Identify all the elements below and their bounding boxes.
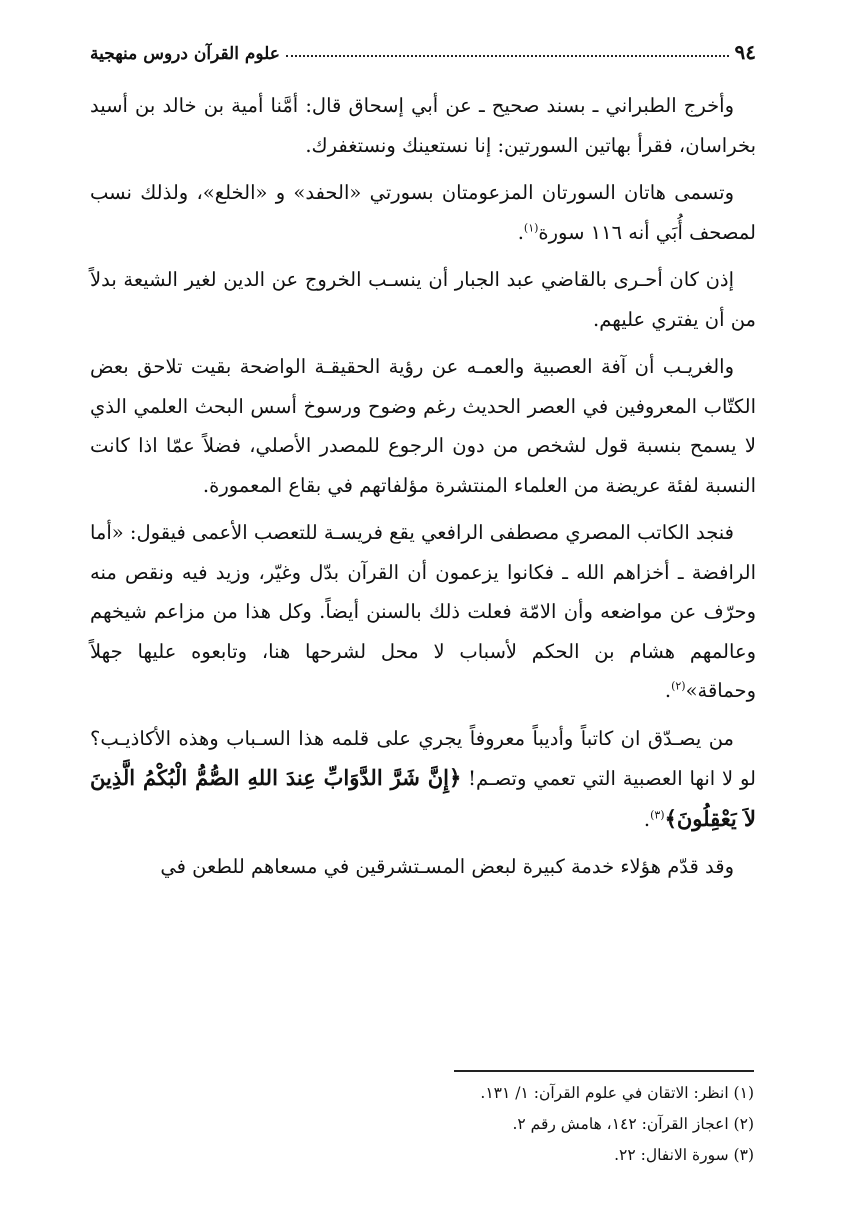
footnote-ref-1[interactable]: (١) (523, 221, 539, 234)
paragraph-2-end: . (517, 220, 524, 244)
paragraph-7: وقد قدّم هؤلاء خدمة كبيرة لبعض المسـتشرقين في مسعاهم للطعن في (160, 855, 734, 878)
paragraph-5 (90, 513, 756, 711)
paragraph-6-text: من يصـدّق ان كاتباً وأديباً معروفاً يجري على قلمه هذا السـباب وهذه الأكاذيـب؟ لو لا انها العصبية التي تعمي وتصـم! (90, 726, 756, 790)
paragraph-1: وأخرج الطبراني ـ بسند صحيح ـ عن أبي إسحاق قال: أمَّنا أمية بن خالد بن أسيد بخراسان، فقرأ بهاتين السورتين: إنا نستعينك ونستغفرك. (90, 94, 756, 157)
paragraph-5-text: فنجد الكاتب المصري مصطفى الرافعي يقع فريسـة للتعصب الأعمى فيقول: «أما الرافضة ـ أخزاهم الله ـ فكانوا يزعمون أن القرآن بدّل وغيّر، وزيد فيه ونقص منه وحرّف عن مواضعه وأن الامّة فعلت ذلك بالسنن أيضاً. وكل هذا من مزاعم شيخهم وعالمهم هشام بن الحكم لأسباب لا محل لشرحها هنا، وتابعوه عليها جهلاً وحماقة» (89, 521, 756, 702)
paragraph-4: والغريـب أن آفة العصبية والعمـه عن رؤية الحقيقـة الواضحة بقيت تلاحق بعض الكتّاب المعروفين في العصر الحديث رغم وضوح ورسوخ أسس البحث العلمي الذي لا يسمح بنسبة قول لشخص من دون الرجوع للمصدر الأصلي، فضلاً عمّا اذا كانت النسبة لفئة عريضة من العلماء المنتشرة مؤلفاتهم في بقاع المعمورة. (90, 355, 756, 497)
main-text (90, 86, 756, 895)
paragraph-2 (90, 173, 756, 252)
book-title: علوم القرآن دروس منهجية (90, 44, 280, 64)
footnote-ref-3[interactable]: (٣) (650, 808, 665, 821)
header-leader-dots (286, 55, 729, 57)
paragraph-3: إذن كان أحـرى بالقاضي عبد الجبار أن ينسـب الخروج عن الدين لغير الشيعة بدلاً من أن يفتري عليهم. (90, 268, 756, 331)
footnote-3: (٣) سورة الانفال: ٢٢. (614, 1146, 754, 1164)
paragraph-2-text: وتسمى هاتان السورتان المزعومتان بسورتي «الحفد» و «الخلع»، ولذلك نسب لمصحف أُبَي أنه ١١٦ سورة (90, 181, 756, 244)
quran-verse: ﴿إِنَّ شَرَّ الدَّوَابِّ عِندَ اللهِ الصُّمُّ الْبُكْمُ الَّذِينَ لاَ يَعْقِلُونَ﴾ (90, 765, 756, 831)
paragraph-6 (90, 719, 756, 840)
page-number: ٩٤ (734, 40, 756, 64)
paragraph-5-end: . (664, 679, 672, 702)
footnote-1: (١) انظر: الاتقان في علوم القرآن: ١/ ١٣١. (480, 1084, 754, 1102)
running-header (90, 30, 756, 64)
footnote-ref-2[interactable]: (٢) (671, 679, 686, 693)
footnotes (90, 1078, 754, 1171)
paragraph-6-end: . (643, 807, 651, 831)
footnote-divider (454, 1070, 754, 1072)
footnote-2: (٢) اعجاز القرآن: ١٤٢، هامش رقم ٢. (512, 1115, 754, 1133)
